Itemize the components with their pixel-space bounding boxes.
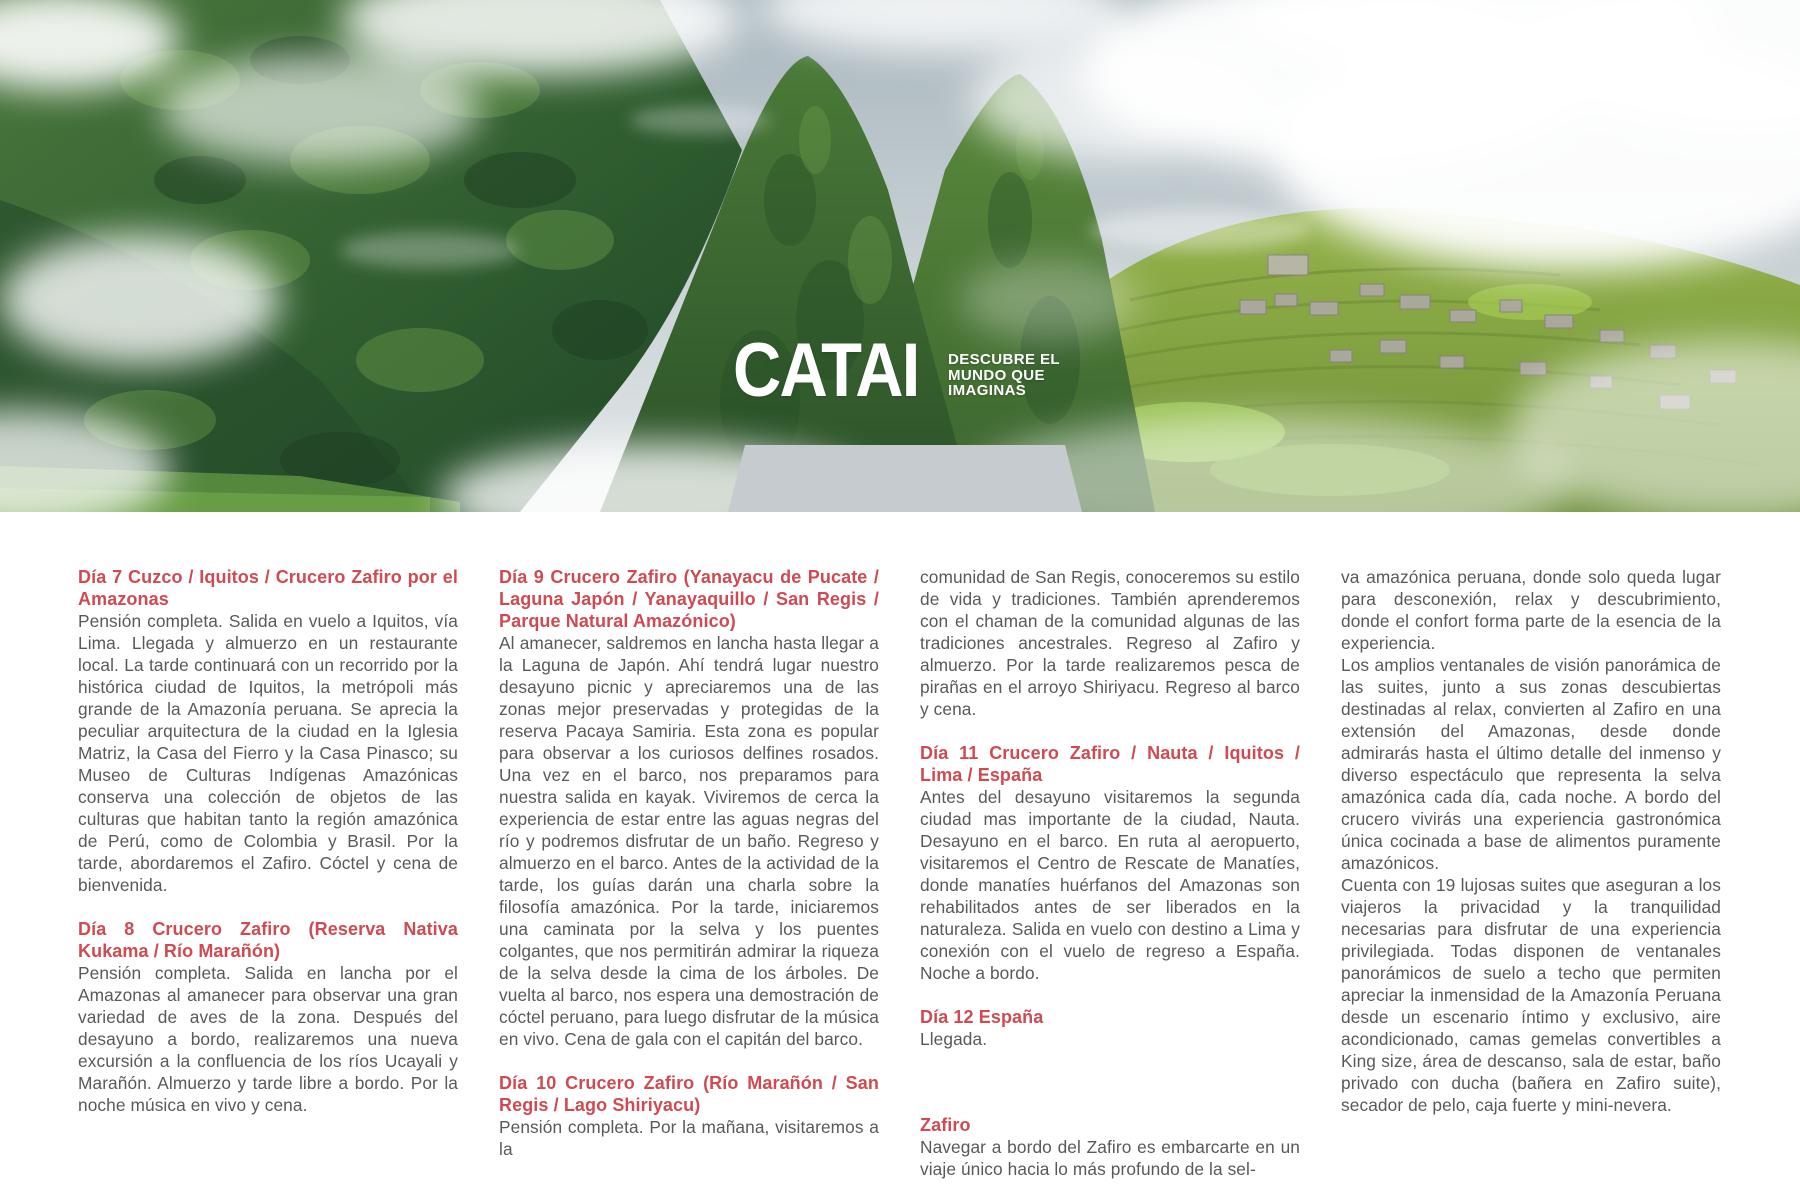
- day9-heading: Día 9 Crucero Zafiro (Yanayacu de Pucate / Laguna Japón / Yanayaquillo / San Regis / Parque Natural Amazónico): [499, 567, 879, 631]
- machu-picchu-photo-illustration: [0, 0, 1800, 512]
- zafiro-paragraph-1: Navegar a bordo del Zafiro es embarcarte en un viaje único hacia lo más profundo de la sel-: [920, 1137, 1300, 1179]
- day11-body: Antes del desayuno visitaremos la segunda ciudad mas importante de la ciudad, Nauta. Desayuno en el barco. En ruta al aeropuerto, visitaremos el Centro de Rescate de Manatíes, donde manatíes huérfanos del Amazonas son rehabilitados antes de ser liberados en la naturaleza. Salida en vuelo con destino a Lima y conexión con el vuelo de regreso a España. Noche a bordo.: [920, 787, 1300, 983]
- day12-heading: Día 12 España: [920, 1007, 1044, 1027]
- day12-body: Llegada.: [920, 1029, 988, 1049]
- column-2: [499, 566, 879, 1180]
- day9-body: Al amanecer, saldremos en lancha hasta llegar a la Laguna de Japón. Ahí tendrá lugar nuestro desayuno picnic y apreciaremos una de las zonas mejor preservadas y protegidas de la reserva Pacaya Samiria. Esta zona es popular para observar a los curiosos delfines rosados. Una vez en el barco, nos preparamos para nuestra salida en kayak. Viviremos de cerca la experiencia de estar entre las aguas negras del río y podremos disfrutar de un baño. Regreso y almuerzo en el barco. Antes de la actividad de la tarde, los guías darán una charla sobre la filosofía amazónica. Por la tarde, iniciaremos una caminata por la selva y los puentes colgantes, que nos permitirán admirar la riqueza de la selva desde la cima de los árboles. De vuelta al barco, nos espera una demostración de cóctel peruano, para luego disfrutar de la música en vivo. Cena de gala con el capitán del barco.: [499, 633, 879, 1049]
- day7-heading: Día 7 Cuzco / Iquitos / Crucero Zafiro por el Amazonas: [78, 567, 458, 609]
- itinerary-content: [78, 566, 1722, 1180]
- column-3: [920, 566, 1300, 1180]
- tagline-line-1: DESCUBRE EL: [948, 351, 1060, 368]
- zafiro-paragraph-3: Los amplios ventanales de visión panorámica de las suites, junto a sus zonas descubiertas destinadas al relax, convierten al Zafiro en una extensión del Amazonas, desde donde admirarás hasta el último detalle del inmenso y diverso espectáculo que representa la selva amazónica cada día, cada noche. A bordo del crucero vivirás una experiencia gastronómica única cocinada a base de alimentos puramente amazónicos.: [1341, 655, 1721, 873]
- day11-heading: Día 11 Crucero Zafiro / Nauta / Iquitos / Lima / España: [920, 743, 1300, 785]
- zafiro-heading: Zafiro: [920, 1115, 971, 1135]
- day10-body-start: Pensión completa. Por la mañana, visitaremos a la: [499, 1117, 879, 1159]
- brand-tagline: [948, 352, 1060, 399]
- hero-photo: [0, 0, 1800, 512]
- tagline-line-2: MUNDO QUE: [948, 366, 1045, 384]
- zafiro-paragraph-4: Cuenta con 19 lujosas suites que aseguran a los viajeros la privacidad y la tranquilidad necesarias para disfrutar de una experiencia privilegiada. Todas disponen de ventanales panorámicos de suelo a techo que permiten apreciar la inmensidad de la Amazonía Peruana desde un escenario íntimo y exclusivo, aire acondicionado, camas gemelas convertibles a King size, área de descanso, sala de estar, baño privado con ducha (bañera en Zafiro suite), secador de pelo, caja fuerte y mini-nevera.: [1341, 875, 1721, 1115]
- day10-body-continued: comunidad de San Regis, conoceremos su estilo de vida y tradiciones. También aprenderemos con el chaman de la comunidad algunas de las tradiciones ancestrales. Regreso al Zafiro y almuerzo. Por la tarde realizaremos pesca de pirañas en el arroyo Shiriyacu. Regreso al barco y cena.: [920, 567, 1300, 719]
- zafiro-paragraph-2: va amazónica peruana, donde solo queda lugar para desconexión, relax y descubrimiento, donde el confort forma parte de la esencia de la experiencia.: [1341, 567, 1721, 653]
- tagline-line-3: IMAGINAS: [948, 382, 1027, 399]
- column-1: [78, 566, 458, 1180]
- catai-logo: CATAI: [733, 328, 919, 413]
- column-4: [1341, 566, 1721, 1180]
- day7-body: Pensión completa. Salida en vuelo a Iquitos, vía Lima. Llegada y almuerzo en un restaurante local. La tarde continuará con un recorrido por la histórica ciudad de Iquitos, la metrópoli más grande de la Amazonía peruana. Se aprecia la peculiar arquitectura de la ciudad en la Iglesia Matriz, la Casa del Fierro y la Casa Pinasco; su Museo de Culturas Indígenas Amazónicas conserva una colección de objetos de las culturas que habitan tanto la región amazónica de Perú, como de Colombia y Brasil. Por la tarde, abordaremos el Zafiro. Cóctel y cena de bienvenida.: [78, 611, 458, 895]
- day8-body: Pensión completa. Salida en lancha por el Amazonas al amanecer para observar una gran variedad de aves de la zona. Después del desayuno a bordo, realizaremos una nueva excursión a la confluencia de los ríos Ucayali y Marañón. Almuerzo y tarde libre a bordo. Por la noche música en vivo y cena.: [78, 963, 458, 1115]
- day10-heading: Día 10 Crucero Zafiro (Río Marañón / San Regis / Lago Shiriyacu): [499, 1073, 879, 1115]
- day8-heading: Día 8 Crucero Zafiro (Reserva Nativa Kukama / Río Marañón): [78, 919, 458, 961]
- blank-label-box: [728, 445, 1082, 512]
